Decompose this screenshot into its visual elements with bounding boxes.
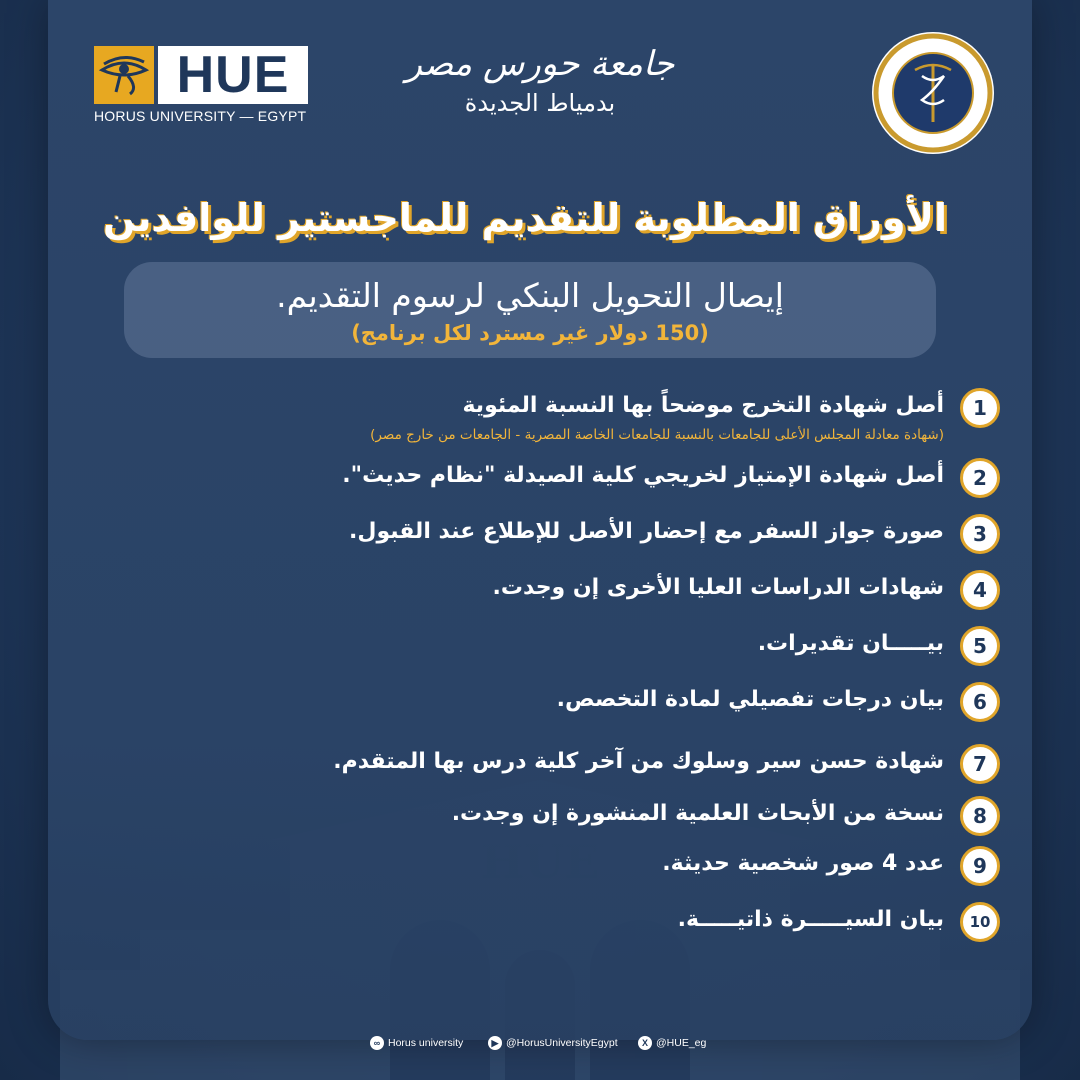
page-title: الأوراق المطلوبة للتقديم للماجستير للوافدين: [103, 196, 947, 240]
hue-logo: [94, 46, 308, 126]
item-text: أصل شهادة التخرج موضحاً بها النسبة المئوية: [462, 393, 944, 418]
item-text: بيان درجات تفصيلي لمادة التخصص.: [556, 687, 944, 712]
item-number: 3: [960, 514, 1000, 554]
item-text: نسخة من الأبحاث العلمية المنشورة إن وجدت.: [451, 801, 944, 826]
faculty-of-pharmacy-seal: [870, 30, 996, 156]
item-text: بيـــــان تقديرات.: [757, 631, 944, 656]
meta-link[interactable]: [370, 1032, 463, 1054]
university-name: [380, 42, 700, 120]
item-text: شهادة حسن سير وسلوك من آخر كلية درس بها المتقدم.: [333, 749, 944, 774]
eye-of-horus-icon: [94, 46, 154, 104]
fee-text: إيصال التحويل البنكي لرسوم التقديم.: [276, 276, 784, 315]
youtube-handle: @HorusUniversityEgypt: [506, 1037, 618, 1049]
item-text: بيان السيـــــرة ذاتيـــــة.: [677, 907, 944, 932]
item-note: (شهادة معادلة المجلس الأعلى للجامعات بالنسبة للجامعات الخاصة المصرية - الجامعات من خارج مصر): [370, 427, 944, 443]
item-number: 2: [960, 458, 1000, 498]
campus-name-ar: بدمياط الجديدة: [464, 89, 616, 117]
social-footer: [370, 1032, 710, 1054]
list-item: [120, 902, 1000, 946]
list-item: [120, 796, 1000, 840]
meta-icon: ∞: [370, 1036, 384, 1050]
item-text: عدد 4 صور شخصية حديثة.: [662, 851, 944, 876]
list-item: [120, 682, 1000, 726]
item-number: 9: [960, 846, 1000, 886]
item-text: شهادات الدراسات العليا الأخرى إن وجدت.: [492, 575, 944, 600]
list-item: [120, 458, 1000, 502]
list-item: [120, 514, 1000, 558]
x-icon: X: [638, 1036, 652, 1050]
logo-word: HUE: [158, 46, 308, 104]
logo-subtitle: HORUS UNIVERSITY — EGYPT: [94, 108, 307, 124]
list-item: [120, 846, 1000, 890]
item-text: أصل شهادة الإمتياز لخريجي كلية الصيدلة "نظام حديث".: [342, 463, 944, 488]
list-item: [120, 388, 1000, 443]
youtube-link[interactable]: [488, 1032, 618, 1054]
list-item: [120, 570, 1000, 614]
item-number: 4: [960, 570, 1000, 610]
youtube-icon: ▶: [488, 1036, 502, 1050]
list-item: [120, 744, 1000, 788]
x-link[interactable]: [638, 1032, 706, 1054]
item-number: 10: [960, 902, 1000, 942]
meta-handle: Horus university: [388, 1037, 464, 1049]
item-number: 5: [960, 626, 1000, 666]
university-name-ar: جامعة حورس مصر: [405, 44, 675, 84]
item-number: 8: [960, 796, 1000, 836]
fee-note: (150 دولار غير مسترد لكل برنامج): [351, 321, 709, 345]
item-number: 1: [960, 388, 1000, 428]
item-number: 7: [960, 744, 1000, 784]
list-item: [120, 626, 1000, 670]
item-text: صورة جواز السفر مع إحضار الأصل للإطلاع عند القبول.: [349, 519, 944, 544]
item-number: 6: [960, 682, 1000, 722]
x-handle: @HUE_eg: [656, 1037, 707, 1049]
fee-box: [124, 262, 936, 358]
